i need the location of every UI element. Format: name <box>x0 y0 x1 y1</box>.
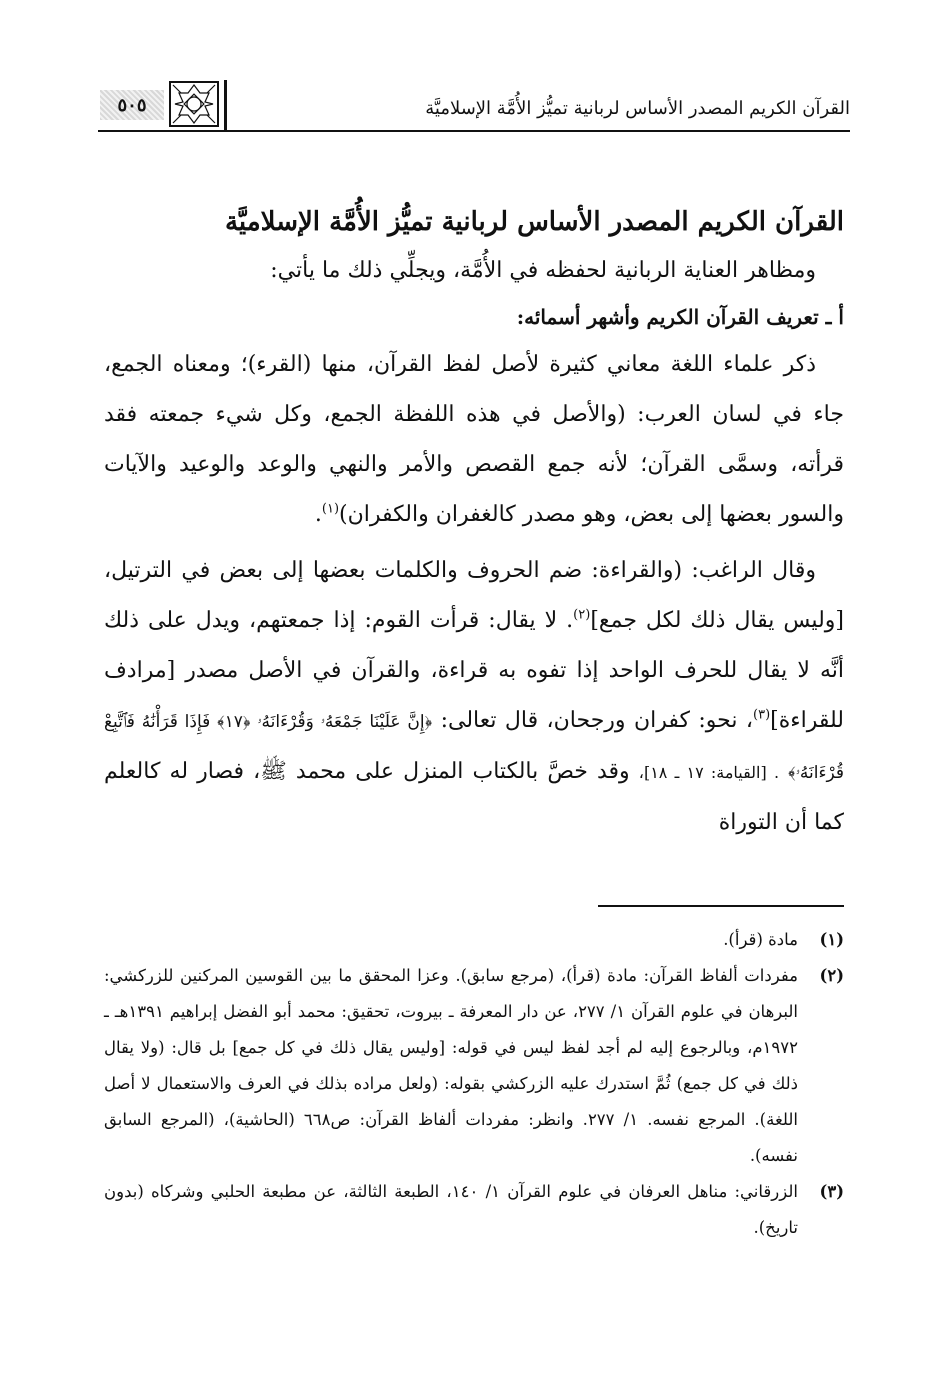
subheading: أ ـ تعريف القرآن الكريم وأشهر أسمائه: <box>516 305 844 329</box>
header-rule <box>98 130 850 132</box>
paragraph-text: . لا يقال: قرأت القوم: إذا جمعتهم، ويدل على ذلك أنَّه لا يقال للحرف الواحد إذا تفوه به قراءة، والقرآن في الأصل مصدر [مرادف للقراءة] <box>104 608 844 733</box>
paragraph-text: ، نحو: كفران ورجحان، قال تعالى: <box>440 708 754 733</box>
footnotes <box>104 922 844 1246</box>
footnote-number: (١) <box>819 930 844 949</box>
footnote-rule <box>598 905 844 907</box>
paragraph-end: . <box>314 502 322 527</box>
main-text <box>104 196 844 848</box>
footnote-text: مفردات ألفاظ القرآن: مادة (قرأ)، (مرجع سابق). وعزا المحقق ما بين القوسين المركنين للزركشي: البرهان في علوم القرآن ١/ ٢٧٧، عن دار المعرفة ـ بيروت، تحقيق: محمد أبو الفضل إبراهيم ١٣٩١هـ ـ ١٩٧٢م، وبالرجوع إليه لم أجد لفظ ليس في قوله: [وليس يقال ذلك في كل جمع] بل قال: (ولا يقال ذلك في كل جمع) ثُمَّ استدرك عليه الزركشي بقوله: (ولعل مراده بذلك في العرف والاستعمال لا أصل اللغة). المرجع نفسه. ١/ ٢٧٧. وانظر: مفردات ألفاظ القرآن: ص٦٦٨ (الحاشية)، (المرجع السابق نفسه). <box>104 966 798 1165</box>
footnote-ref-2[interactable]: (٢) <box>573 607 591 623</box>
paragraph-raghib <box>104 546 844 848</box>
section-title: القرآن الكريم المصدر الأساس لربانية تميُّز الأُمَّة الإسلاميَّة <box>224 207 844 237</box>
header-separator <box>224 80 227 132</box>
footnote-3 <box>104 1174 844 1246</box>
page-number: ٥٠٥ <box>100 90 164 120</box>
footnote-text: الزرقاني: مناهل العرفان في علوم القرآن ١/ ١٤٠، الطبعة الثالثة، عن مطبعة الحلبي وشركاه (بدون تاريخ). <box>104 1182 798 1237</box>
footnote-ref-1[interactable]: (١) <box>321 501 340 517</box>
ornament-icon <box>168 80 220 128</box>
footnote-text: مادة (قرأ). <box>723 930 798 949</box>
page-header <box>98 70 850 132</box>
footnote-1 <box>104 922 844 958</box>
paragraph-definition <box>104 340 844 540</box>
quran-verse: ﴿إِنَّ عَلَيْنَا جَمْعَهُۥ وَقُرْءَانَهُۥ ﴿١٧﴾ فَإِذَا قَرَأْنَٰهُ فَٱتَّبِعْ قُرْءَانَهُۥ﴾ <box>104 712 844 783</box>
paragraph-text: وقال الراغب: (والقراءة: ضم الحروف والكلمات بعضها إلى بعض في الترتيل، [وليس يقال ذلك لكل جمع] <box>104 558 844 633</box>
quran-reference: . [القيامة: ١٧ ـ ١٨]، <box>638 763 780 782</box>
paragraph-text: ذكر علماء اللغة معاني كثيرة لأصل لفظ القرآن، منها (القرء)؛ ومعناه الجمع، جاء في لسان العرب: (والأصل في هذه اللفظة الجمع، وكل شيء جمعته فقد قرأته، وسمَّى القرآن؛ لأنه جمع القصص والأمر والنهي والوعد والوعيد والآيات والسور بعضها إلى بعض، وهو مصدر كالغفران والكفران) <box>104 352 844 527</box>
running-title: القرآن الكريم المصدر الأساس لربانية تميُّز الأُمَّة الإسلاميَّة <box>425 98 850 119</box>
paragraph-text: وقد خصَّ بالكتاب المنزل على محمد ﷺ، فصار له كالعلم كما أن التوراة <box>104 759 844 835</box>
footnote-2 <box>104 958 844 1174</box>
footnote-ref-3[interactable]: (٣) <box>753 707 771 723</box>
footnote-number: (٣) <box>819 1182 844 1201</box>
footnote-number: (٢) <box>819 966 844 985</box>
intro-paragraph: ومظاهر العناية الربانية لحفظه في الأُمَّة، ويجلِّي ذلك ما يأتي: <box>270 258 816 283</box>
